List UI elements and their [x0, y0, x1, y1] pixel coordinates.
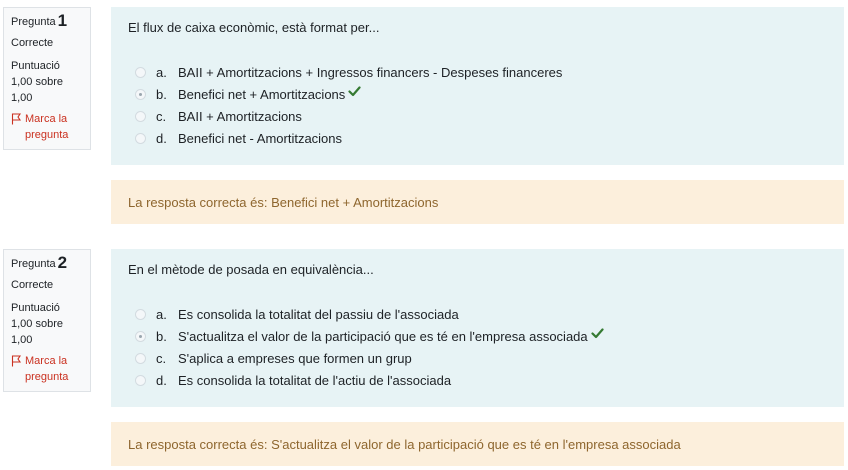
answer-option[interactable]: a. Es consolida la totalitat del passiu de l'associada [128, 303, 827, 325]
question-1-state: Correcte [11, 37, 54, 49]
correct-answer-text: La resposta correcta és: S'actualitza el valor de la participació que es té en l'empresa associada [128, 436, 681, 452]
question-1-feedback [111, 180, 844, 224]
flag-icon [11, 355, 22, 367]
question-2-grade: Puntuació 1,00 sobre 1,00 [11, 302, 63, 346]
answer-option[interactable]: c. S'aplica a empreses que formen un grup [128, 347, 827, 369]
answer-text: Benefici net - Amortitzacions [178, 130, 343, 146]
answer-text: S'actualitza el valor de la participació que es té en l'empresa associada [178, 328, 588, 344]
question-1-flag-link[interactable] [11, 111, 83, 143]
answer-text: BAII + Amortitzacions [178, 108, 302, 124]
question-1-text: El flux de caixa econòmic, està format per... [128, 20, 380, 35]
answer-text: Es consolida la totalitat del passiu de l'associada [178, 306, 459, 322]
radio-button[interactable] [135, 353, 146, 364]
radio-button[interactable] [135, 133, 146, 144]
radio-button[interactable] [135, 309, 146, 320]
question-1-info [3, 7, 91, 150]
answer-text: BAII + Amortitzacions + Ingressos financers - Despeses financeres [178, 64, 563, 80]
question-2-formulation [111, 249, 844, 407]
radio-button[interactable] [135, 67, 146, 78]
question-1-formulation [111, 7, 844, 165]
answer-text: Benefici net + Amortitzacions [178, 86, 346, 102]
question-1-number: Pregunta 1 [11, 11, 68, 30]
correct-answer-text: La resposta correcta és: Benefici net + Amortitzacions [128, 194, 439, 210]
flag-icon [11, 113, 22, 125]
question-2-feedback [111, 422, 844, 466]
radio-button-selected[interactable] [135, 89, 146, 100]
radio-button[interactable] [135, 375, 146, 386]
flag-label: Marca la pregunta [25, 355, 69, 383]
answer-option[interactable]: b. Benefici net + Amortitzacions [128, 83, 827, 105]
answer-option[interactable]: c. BAII + Amortitzacions [128, 105, 827, 127]
answer-option[interactable]: b. S'actualitza el valor de la participació que es té en l'empresa associada [128, 325, 827, 347]
radio-button[interactable] [135, 111, 146, 122]
check-icon [348, 86, 361, 97]
check-icon [591, 328, 604, 339]
question-2-text: En el mètode de posada en equivalència... [128, 262, 374, 277]
question-1-answers [128, 61, 827, 149]
answer-option[interactable]: d. Es consolida la totalitat de l'actiu de l'associada [128, 369, 827, 391]
answer-option[interactable]: d. Benefici net - Amortitzacions [128, 127, 827, 149]
question-2-number: Pregunta 2 [11, 253, 68, 272]
radio-button-selected[interactable] [135, 331, 146, 342]
question-2-info [3, 249, 91, 392]
question-2-state: Correcte [11, 279, 54, 291]
answer-text: Es consolida la totalitat de l'actiu de l'associada [178, 372, 452, 388]
question-2-answers [128, 303, 827, 391]
answer-text: S'aplica a empreses que formen un grup [178, 350, 412, 366]
flag-label: Marca la pregunta [25, 113, 69, 141]
answer-option[interactable]: a. BAII + Amortitzacions + Ingressos financers - Despeses financeres [128, 61, 827, 83]
question-2-flag-link[interactable] [11, 353, 83, 385]
question-1-grade: Puntuació 1,00 sobre 1,00 [11, 60, 63, 104]
